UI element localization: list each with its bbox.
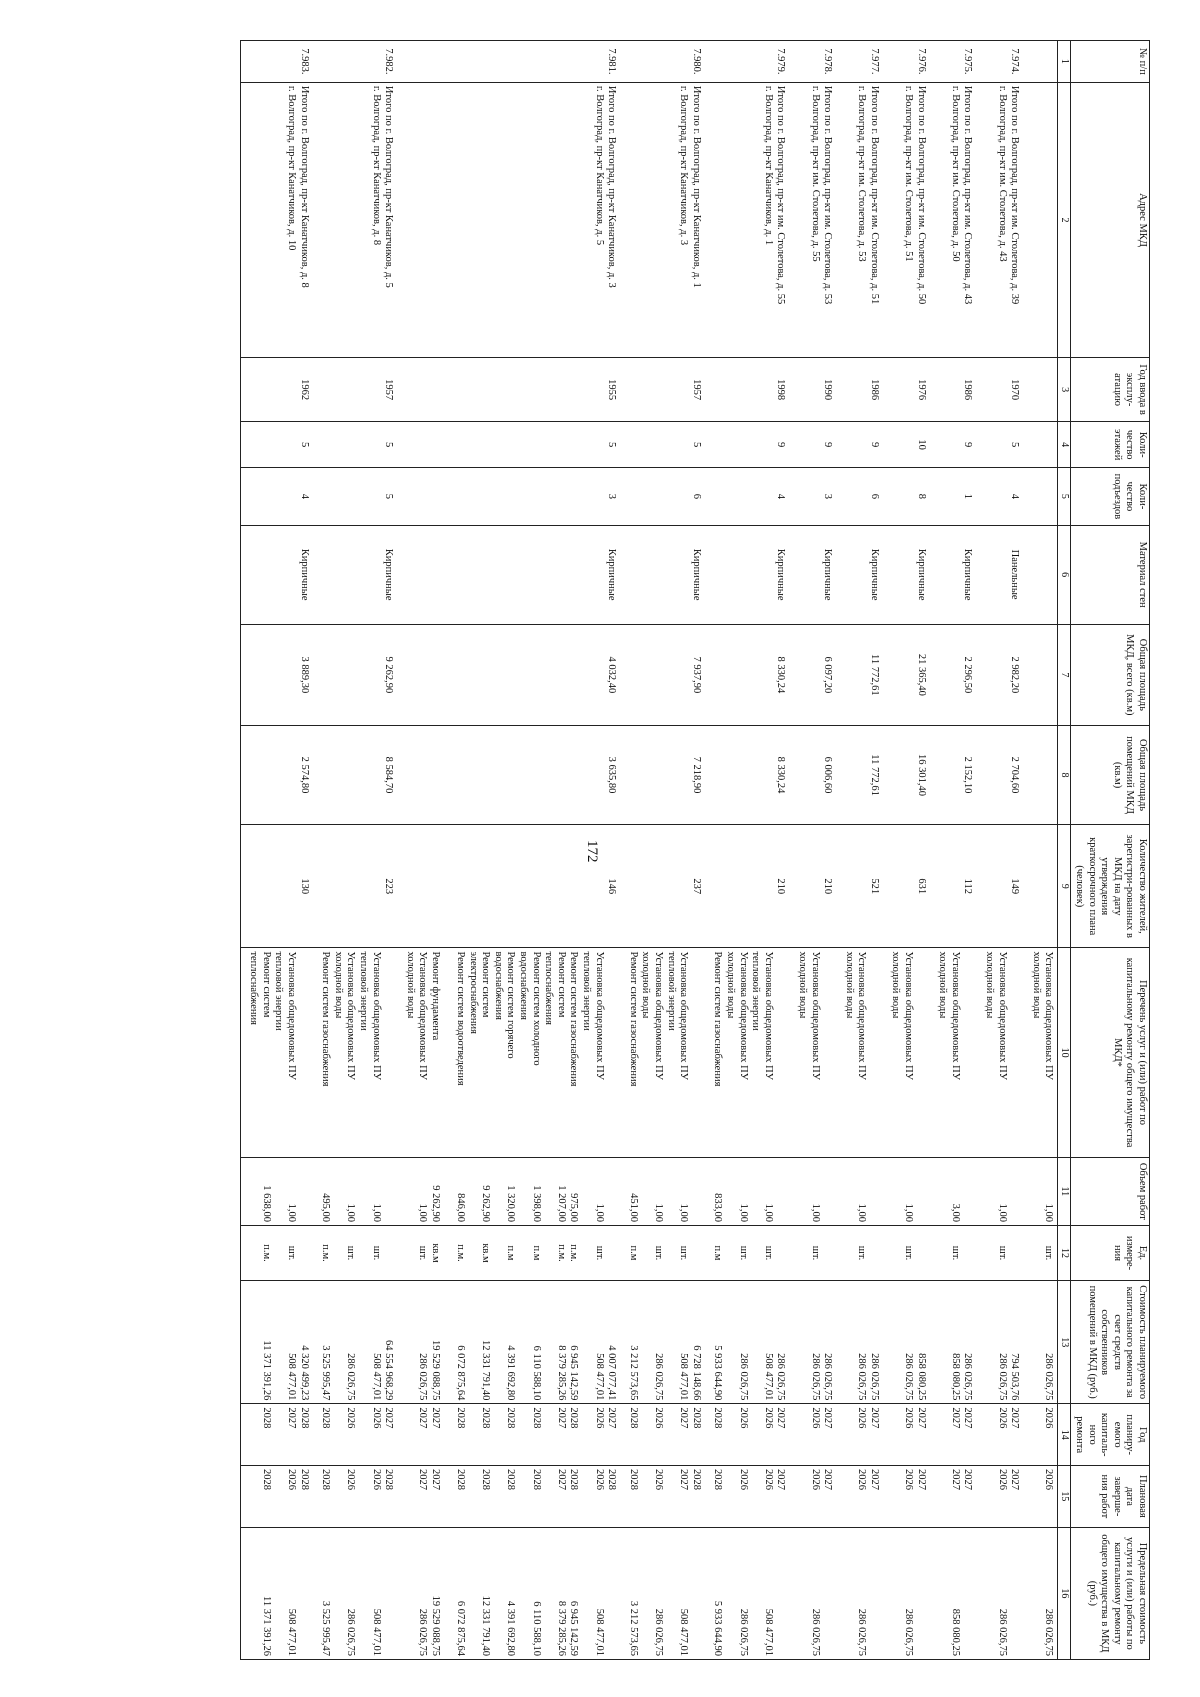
wall-material-cell: Кирпичные <box>883 525 930 624</box>
works-list-cell: Установка общедомовых ПУ холодной воды <box>883 948 930 1157</box>
address-cell: Итого по г. Волгоград, пр-кт Канатчиков, д. 3 г. Волгоград, пр-кт Канатчиков, д. 5 <box>397 82 620 357</box>
planned-cost-cell: 4 007 077,41 508 477,01 6 945 142,59 8 379 285,26 6 110 588,10 4 391 692,80 12 331 791,40 6 072 875,64 19 529 088,75 286 026,75 <box>397 1281 620 1404</box>
column-header: № п/п <box>1071 41 1150 83</box>
column-header: Общая площадь помещений МКД (кв.м) <box>1071 725 1150 824</box>
residents-cell: 149 <box>976 825 1023 948</box>
planned-cost-cell: 4 320 499,23 508 477,01 11 371 391,26 <box>240 1281 312 1404</box>
address-cell: Итого по г. Волгоград, пр-кт Канатчиков, д. 1 г. Волгоград, пр-кт Канатчиков, д. 3 <box>620 82 705 357</box>
works-list-cell: Установка общедомовых ПУ тепловой энергии Ремонт систем газоснабжения Ремонт систем теплоснабжения Ремонт систем холодного водоснабжения Ремонт систем горячего водоснабжения Ремонт систем электроснабжения Ремонт систем водоотведения Ремонт фундамента Установка общедомовых ПУ холодной воды <box>397 948 620 1157</box>
row-number-cell: 7.976. <box>883 41 930 83</box>
works-list-cell: Установка общедомовых ПУ тепловой энергии Установка общедомовых ПУ холодной воды Ремонт систем газоснабжения <box>313 948 398 1157</box>
year-built-cell: 1970 <box>976 358 1023 422</box>
floors-cell: 10 <box>883 422 930 468</box>
planned-year-cell: 2026 <box>1023 1404 1058 1466</box>
table-row <box>240 41 312 1660</box>
total-area-cell: 2 982,20 <box>976 624 1023 725</box>
end-date-cell: 2026 <box>1023 1466 1058 1528</box>
column-number-row <box>1058 41 1071 1660</box>
planned-cost-cell: 6 728 148,66 508 477,01 286 026,75 3 212 573,65 <box>620 1281 705 1404</box>
table-row <box>836 41 883 1660</box>
premises-area-cell: 8 330,24 <box>705 725 790 824</box>
unit-cell: шт. шт. п.м <box>620 1225 705 1280</box>
planned-cost-cell: 794 503,76 286 026,75 <box>976 1281 1023 1404</box>
end-date-cell: 2027 2026 <box>836 1466 883 1528</box>
unit-cell: шт. шт. п.м <box>705 1225 790 1280</box>
address-cell: Итого по г. Волгоград, пр-кт им. Столетова, д. 51 г. Волгоград, пр-кт им. Столетова, д. 53 <box>836 82 883 357</box>
planned-cost-cell: 286 026,75 858 080,25 <box>930 1281 977 1404</box>
row-number-cell: 7.982. <box>313 41 398 83</box>
work-volume-cell: 1,00 <box>789 1157 836 1225</box>
floors-cell: 9 <box>836 422 883 468</box>
unit-cell: шт. шт. п.м. <box>313 1225 398 1280</box>
wall-material-cell <box>1023 525 1058 624</box>
row-number-cell <box>1023 41 1058 83</box>
table-row <box>705 41 790 1660</box>
planned-cost-cell: 286 026,75 286 026,75 <box>836 1281 883 1404</box>
planned-cost-cell: 286 026,75 508 477,01 286 026,75 5 933 644,90 <box>705 1281 790 1404</box>
row-number-cell: 7.980. <box>620 41 705 83</box>
column-number: 11 <box>1058 1157 1071 1225</box>
planned-year-cell: 2028 2027 2026 2028 <box>620 1404 705 1466</box>
capital-repair-table <box>240 40 1150 1660</box>
unit-cell: шт. п.м. п.м. п.м п.м кв.м п.м. кв.м шт. <box>397 1225 620 1280</box>
works-list-cell: Установка общедомовых ПУ холодной воды <box>1023 948 1058 1157</box>
works-list-cell: Установка общедомовых ПУ тепловой энергии Установка общедомовых ПУ холодной воды Ремонт систем газоснабжения <box>705 948 790 1157</box>
column-header: Объем работ <box>1071 1157 1150 1225</box>
end-date-cell: 2027 2026 <box>976 1466 1023 1528</box>
planned-cost-cell: 858 080,25 286 026,75 <box>883 1281 930 1404</box>
column-header: Перечень услуг и (или) работ по капитальному ремонту общего имущества МКД* <box>1071 948 1150 1157</box>
year-built-cell: 1986 <box>836 358 883 422</box>
rotated-table-container <box>40 40 1150 1660</box>
year-built-cell: 1957 <box>313 358 398 422</box>
table-row <box>976 41 1023 1660</box>
column-header: Количество жителей, зарегистри-рованных в МКД на дату утверждения краткосрочного плана (человек) <box>1071 825 1150 948</box>
planned-year-cell: 2028 2027 2028 <box>240 1404 312 1466</box>
total-area-cell: 8 330,24 <box>705 624 790 725</box>
row-number-cell: 7.978. <box>789 41 836 83</box>
row-number-cell: 7.981. <box>397 41 620 83</box>
residents-cell: 631 <box>883 825 930 948</box>
floors-cell: 5 <box>313 422 398 468</box>
unit-cell: шт. <box>836 1225 883 1280</box>
work-volume-cell: 1,00 975,00 1 207,00 1 398,00 1 320,00 9 262,90 846,00 9 262,90 1,00 <box>397 1157 620 1225</box>
column-number: 1 <box>1058 41 1071 83</box>
column-number: 10 <box>1058 948 1071 1157</box>
end-date-cell: 2028 2026 2028 2027 2028 2028 2028 2028 2027 2027 <box>397 1466 620 1528</box>
column-number: 13 <box>1058 1281 1071 1404</box>
wall-material-cell: Кирпичные <box>789 525 836 624</box>
table-row <box>1023 41 1058 1660</box>
end-date-cell: 2028 2027 2026 2028 <box>620 1466 705 1528</box>
works-list-cell: Установка общедомовых ПУ тепловой энергии Установка общедомовых ПУ холодной воды Ремонт систем газоснабжения <box>620 948 705 1157</box>
table-row <box>397 41 620 1660</box>
total-area-cell: 11 772,61 <box>836 624 883 725</box>
column-header: Материал стен <box>1071 525 1150 624</box>
premises-area-cell: 2 704,60 <box>976 725 1023 824</box>
wall-material-cell: Кирпичные <box>620 525 705 624</box>
column-header: Год ввода в эксплу-атацию <box>1071 358 1150 422</box>
column-header: Ед. измере-ния <box>1071 1225 1150 1280</box>
year-built-cell: 1998 <box>705 358 790 422</box>
table-row <box>789 41 836 1660</box>
wall-material-cell: Кирпичные <box>240 525 312 624</box>
total-area-cell: 6 097,20 <box>789 624 836 725</box>
column-number: 2 <box>1058 82 1071 357</box>
address-cell: Итого по г. Волгоград, пр-кт Канатчиков, д. 8 г. Волгоград, пр-кт Канатчиков, д. 10 <box>240 82 312 357</box>
residents-cell: 210 <box>705 825 790 948</box>
limit-cost-cell: 286 026,75 <box>789 1527 836 1659</box>
column-header: Общая площадь МКД, всего (кв.м) <box>1071 624 1150 725</box>
table-row <box>930 41 977 1660</box>
column-number: 9 <box>1058 825 1071 948</box>
wall-material-cell: Кирпичные <box>313 525 398 624</box>
row-number-cell: 7.977. <box>836 41 883 83</box>
table-body <box>240 41 1058 1660</box>
work-volume-cell: 1,00 1 638,00 <box>240 1157 312 1225</box>
unit-cell: шт. <box>976 1225 1023 1280</box>
column-header: Адрес МКД <box>1071 82 1150 357</box>
entrances-cell: 4 <box>976 468 1023 525</box>
address-cell: Итого по г. Волгоград, пр-кт им. Столетова, д. 55 г. Волгоград, пр-кт Канатчиков, д. 1 <box>705 82 790 357</box>
premises-area-cell: 2 152,10 <box>930 725 977 824</box>
work-volume-cell: 3,00 <box>930 1157 977 1225</box>
column-number: 16 <box>1058 1527 1071 1659</box>
floors-cell: 5 <box>620 422 705 468</box>
floors-cell: 9 <box>789 422 836 468</box>
limit-cost-cell: 508 477,01 286 026,75 5 933 644,90 <box>705 1527 790 1659</box>
total-area-cell: 7 937,90 <box>620 624 705 725</box>
planned-year-cell: 2027 2027 <box>930 1404 977 1466</box>
year-built-cell: 1976 <box>883 358 930 422</box>
planned-year-cell: 2027 2026 <box>789 1404 836 1466</box>
work-volume-cell: 1,00 <box>1023 1157 1058 1225</box>
unit-cell: шт. <box>930 1225 977 1280</box>
entrances-cell: 3 <box>789 468 836 525</box>
residents-cell: 210 <box>789 825 836 948</box>
end-date-cell: 2027 2027 <box>930 1466 977 1528</box>
work-volume-cell: 1,00 <box>883 1157 930 1225</box>
premises-area-cell: 2 574,80 <box>240 725 312 824</box>
limit-cost-cell: 508 477,01 286 026,75 3 212 573,65 <box>620 1527 705 1659</box>
column-header: Коли-чество этажей <box>1071 422 1150 468</box>
column-number: 15 <box>1058 1466 1071 1528</box>
entrances-cell: 4 <box>705 468 790 525</box>
planned-cost-cell: 286 026,75 286 026,75 <box>789 1281 836 1404</box>
works-list-cell: Установка общедомовых ПУ холодной воды <box>789 948 836 1157</box>
column-number: 6 <box>1058 525 1071 624</box>
column-header: Предельная стоимость услуги и (или) работы по капитальному ремонту общего имущества в МКД (руб.) <box>1071 1527 1150 1659</box>
entrances-cell: 8 <box>883 468 930 525</box>
residents-cell: 112 <box>930 825 977 948</box>
column-number: 12 <box>1058 1225 1071 1280</box>
residents-cell: 146 <box>397 825 620 948</box>
work-volume-cell: 1,00 1,00 495,00 <box>313 1157 398 1225</box>
limit-cost-cell: 286 026,75 <box>836 1527 883 1659</box>
premises-area-cell: 8 584,70 <box>313 725 398 824</box>
address-cell: Итого по г. Волгоград, пр-кт им. Столетова, д. 43 г. Волгоград, пр-кт им. Столетова, д. 50 <box>930 82 977 357</box>
planned-year-cell: 2027 2026 <box>976 1404 1023 1466</box>
end-date-cell: 2028 2026 2026 2028 <box>313 1466 398 1528</box>
column-number: 8 <box>1058 725 1071 824</box>
planned-year-cell: 2027 2026 2026 2028 <box>313 1404 398 1466</box>
work-volume-cell: 1,00 <box>836 1157 883 1225</box>
works-list-cell: Установка общедомовых ПУ тепловой энергии Ремонт систем теплоснабжения <box>240 948 312 1157</box>
limit-cost-cell: 286 026,75 <box>976 1527 1023 1659</box>
row-number-cell: 7.974. <box>976 41 1023 83</box>
table-row <box>313 41 398 1660</box>
wall-material-cell: Кирпичные <box>930 525 977 624</box>
premises-area-cell: 16 301,40 <box>883 725 930 824</box>
column-number: 4 <box>1058 422 1071 468</box>
unit-cell: шт. <box>789 1225 836 1280</box>
page-number: 172 <box>584 840 600 863</box>
address-cell <box>1023 82 1058 357</box>
entrances-cell <box>1023 468 1058 525</box>
limit-cost-cell: 508 477,01 11 371 391,26 <box>240 1527 312 1659</box>
entrances-cell: 1 <box>930 468 977 525</box>
planned-cost-cell: 286 026,75 <box>1023 1281 1058 1404</box>
floors-cell: 5 <box>976 422 1023 468</box>
total-area-cell: 21 365,40 <box>883 624 930 725</box>
planned-year-cell: 2027 2026 <box>836 1404 883 1466</box>
entrances-cell: 5 <box>313 468 398 525</box>
premises-area-cell: 7 218,90 <box>620 725 705 824</box>
entrances-cell: 4 <box>240 468 312 525</box>
year-built-cell: 1990 <box>789 358 836 422</box>
year-built-cell: 1955 <box>397 358 620 422</box>
address-cell: Итого по г. Волгоград, пр-кт им. Столетова, д. 53 г. Волгоград, пр-кт им. Столетова, д. 55 <box>789 82 836 357</box>
end-date-cell: 2027 2026 <box>789 1466 836 1528</box>
premises-area-cell: 11 772,61 <box>836 725 883 824</box>
works-list-cell: Установка общедомовых ПУ холодной воды <box>930 948 977 1157</box>
row-number-cell: 7.975. <box>930 41 977 83</box>
limit-cost-cell: 508 477,01 286 026,75 3 525 995,47 <box>313 1527 398 1659</box>
row-number-cell: 7.983. <box>240 41 312 83</box>
address-cell: Итого по г. Волгоград, пр-кт им. Столетова, д. 39 г. Волгоград, пр-кт им. Столетова, д. 43 <box>976 82 1023 357</box>
premises-area-cell: 6 006,60 <box>789 725 836 824</box>
address-cell: Итого по г. Волгоград, пр-кт им. Столетова, д. 50 г. Волгоград, пр-кт им. Столетова, д. 51 <box>883 82 930 357</box>
floors-cell: 5 <box>240 422 312 468</box>
wall-material-cell: Кирпичные <box>836 525 883 624</box>
column-header: Стоимость планируемого капитального ремонта за счет средств собственников помещений в МКД (руб.) <box>1071 1281 1150 1404</box>
residents-cell: 521 <box>836 825 883 948</box>
total-area-cell: 2 296,50 <box>930 624 977 725</box>
floors-cell: 9 <box>705 422 790 468</box>
entrances-cell: 6 <box>836 468 883 525</box>
column-header: Коли-чество подъездов <box>1071 468 1150 525</box>
row-number-cell: 7.979. <box>705 41 790 83</box>
year-built-cell <box>1023 358 1058 422</box>
planned-year-cell: 2027 2026 2026 2028 <box>705 1404 790 1466</box>
entrances-cell: 6 <box>620 468 705 525</box>
column-header: Плановая дата заверше-ния работ <box>1071 1466 1150 1528</box>
total-area-cell <box>1023 624 1058 725</box>
limit-cost-cell: 508 477,01 6 945 142,59 8 379 285,26 6 110 588,10 4 391 692,80 12 331 791,40 6 072 875,64 19 529 088,75 286 026,75 <box>397 1527 620 1659</box>
premises-area-cell <box>1023 725 1058 824</box>
year-built-cell: 1957 <box>620 358 705 422</box>
residents-cell: 130 <box>240 825 312 948</box>
wall-material-cell: Панельные <box>976 525 1023 624</box>
column-header: Год планиру-емого капиталь-ного ремонта <box>1071 1404 1150 1466</box>
end-date-cell: 2028 2026 2028 <box>240 1466 312 1528</box>
work-volume-cell: 1,00 1,00 833,00 <box>705 1157 790 1225</box>
planned-year-cell: 2027 2026 2028 2027 2028 2028 2028 2028 2027 2027 <box>397 1404 620 1466</box>
wall-material-cell: Кирпичные <box>705 525 790 624</box>
column-number: 3 <box>1058 358 1071 422</box>
column-number: 7 <box>1058 624 1071 725</box>
year-built-cell: 1962 <box>240 358 312 422</box>
residents-cell: 223 <box>313 825 398 948</box>
unit-cell: шт. <box>883 1225 930 1280</box>
works-list-cell: Установка общедомовых ПУ холодной воды <box>836 948 883 1157</box>
works-list-cell: Установка общедомовых ПУ холодной воды <box>976 948 1023 1157</box>
limit-cost-cell: 286 026,75 <box>883 1527 930 1659</box>
entrances-cell: 3 <box>397 468 620 525</box>
end-date-cell: 2027 2026 <box>883 1466 930 1528</box>
planned-year-cell: 2027 2026 <box>883 1404 930 1466</box>
wall-material-cell: Кирпичные <box>397 525 620 624</box>
floors-cell: 9 <box>930 422 977 468</box>
floors-cell: 5 <box>397 422 620 468</box>
table-row <box>883 41 930 1660</box>
address-cell: Итого по г. Волгоград, пр-кт Канатчиков, д. 5 г. Волгоград, пр-кт Канатчиков, д. 8 <box>313 82 398 357</box>
table-row <box>620 41 705 1660</box>
floors-cell <box>1023 422 1058 468</box>
total-area-cell: 4 032,40 <box>397 624 620 725</box>
planned-cost-cell: 64 554 968,29 508 477,01 286 026,75 3 525 995,47 <box>313 1281 398 1404</box>
year-built-cell: 1986 <box>930 358 977 422</box>
work-volume-cell: 1,00 <box>976 1157 1023 1225</box>
unit-cell: шт. <box>1023 1225 1058 1280</box>
residents-cell: 237 <box>620 825 705 948</box>
end-date-cell: 2027 2026 2026 2028 <box>705 1466 790 1528</box>
column-number: 14 <box>1058 1404 1071 1466</box>
residents-cell <box>1023 825 1058 948</box>
work-volume-cell: 1,00 1,00 451,00 <box>620 1157 705 1225</box>
total-area-cell: 3 889,30 <box>240 624 312 725</box>
limit-cost-cell: 858 080,25 <box>930 1527 977 1659</box>
total-area-cell: 9 262,90 <box>313 624 398 725</box>
premises-area-cell: 3 635,80 <box>397 725 620 824</box>
column-number: 5 <box>1058 468 1071 525</box>
unit-cell: шт. п.м. <box>240 1225 312 1280</box>
limit-cost-cell: 286 026,75 <box>1023 1527 1058 1659</box>
header-row <box>1071 41 1150 1660</box>
